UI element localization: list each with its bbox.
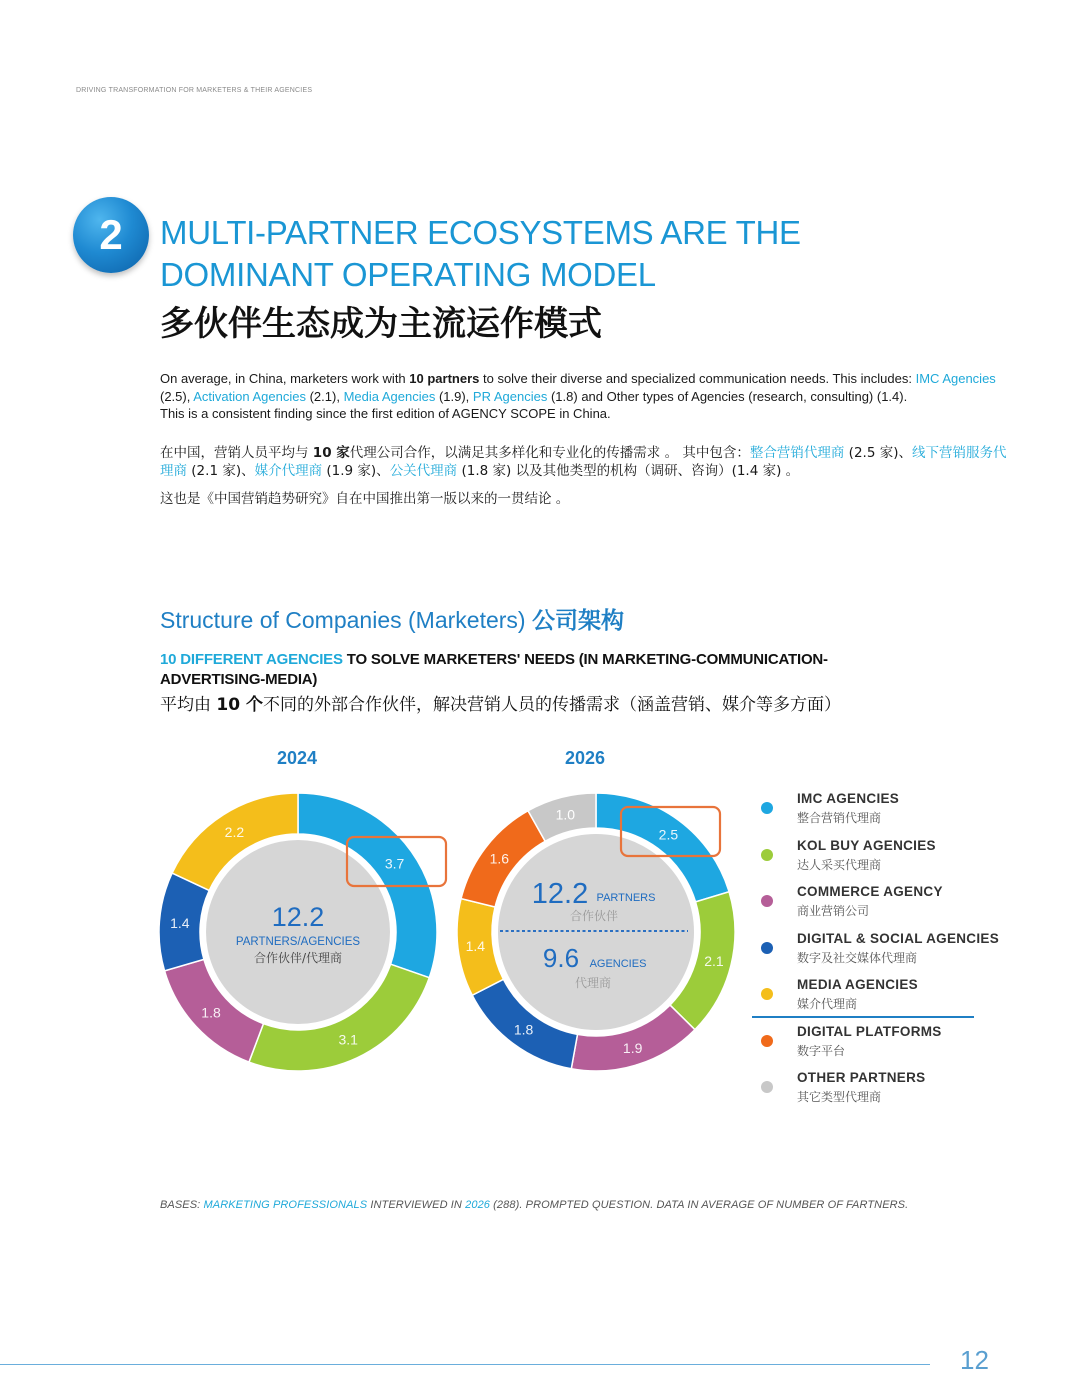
intro-paragraph-cn-line3: 这也是《中国营销趋势研究》自在中国推出第一版以来的一贯结论 。 (160, 491, 570, 507)
slice-value-label: 2.5 (658, 826, 679, 843)
subheading-highlight: 10 DIFFERENT AGENCIES (160, 651, 343, 668)
chart-2026-title: 2026 (565, 748, 606, 768)
section-number: 2 (99, 211, 123, 258)
legend-divider (752, 1016, 974, 1018)
legend-item-imc (752, 788, 1022, 835)
intro-cn-imc: 整合营销代理商 (749, 445, 845, 461)
intro-cn-text: 代理公司合作，以满足其多样化和专业化的传播需求 。 其中包含： (349, 445, 750, 461)
legend-label-cn: 数字及社交媒体代理商 (797, 950, 918, 965)
slice-value-label: 1.8 (201, 1004, 221, 1021)
intro-cn-activation: 线下营销服务代理商 (160, 445, 1007, 479)
legend-label-en: DIGITAL & SOCIAL AGENCIES (797, 930, 1000, 946)
bases-highlight: 2026 (465, 1199, 491, 1211)
running-header: DRIVING TRANSFORMATION FOR MARKETERS & THEIR AGENCIES (76, 87, 313, 94)
legend-item-media (752, 974, 1022, 1021)
intro-en-bold: 10 partners (409, 371, 480, 386)
intro-en-imc: IMC Agencies (915, 371, 996, 386)
section-title-en: Structure of Companies (Marketers) (160, 607, 532, 633)
center-value-2024: 12.2 (271, 902, 325, 932)
legend-label-en: OTHER PARTNERS (797, 1070, 926, 1085)
bases-text: BASES: (160, 1199, 204, 1211)
legend-dot-icon (761, 849, 773, 861)
legend-item-kol (752, 835, 1022, 882)
page-number: 12 (960, 1345, 989, 1375)
intro-en-value: (2.5), (160, 388, 194, 404)
bases-highlight: MARKETING PROFESSIONALS (203, 1199, 368, 1211)
center-label-2026-agencies-en: AGENCIES (589, 958, 647, 970)
slice-value-label: 3.1 (338, 1031, 358, 1048)
intro-cn-media: 媒介代理商 (254, 462, 323, 479)
intro-cn-value: (1.8 家) 以及其他类型的机构（调研、咨询）(1.4 家) 。 (457, 462, 800, 479)
legend-dot-icon (761, 895, 773, 907)
slice-value-label: 1.9 (622, 1039, 643, 1056)
legend-label-en: DIGITAL PLATFORMS (797, 1023, 942, 1039)
subheading-cn-post: 不同的外部合作伙伴，解决营销人员的传播需求（涵盖营销、媒介等多方面） (262, 695, 841, 715)
slice-value-label: 1.8 (513, 1021, 534, 1038)
intro-en-media: Media Agencies (343, 388, 436, 404)
page-title-cn: 多伙伴生态成为主流运作模式 (160, 304, 602, 344)
subheading-rest: TO SOLVE MARKETERS' NEEDS (IN MARKETING-COMMUNICATION-ADVERTISING-MEDIA) (160, 651, 828, 688)
slice-value-label: 3.7 (384, 855, 405, 872)
legend-label-en: IMC AGENCIES (797, 791, 900, 806)
intro-cn-text: 在中国，营销人员平均与 (160, 445, 313, 461)
bases-footnote (160, 1199, 908, 1211)
intro-en-value: (1.8) and Other types of Agencies (research, consulting) (1.4). (547, 388, 908, 404)
center-value-2026-agencies: 9.6 (542, 943, 580, 973)
intro-cn-bold: 10 家 (312, 445, 350, 461)
center-value-2026-partners: 12.2 (531, 878, 589, 910)
subheading-cn-pre: 平均由 (160, 695, 217, 715)
intro-en-text: to solve their diverse and specialized communication needs. This includes: (479, 371, 916, 386)
legend-dot-icon (761, 802, 773, 814)
intro-cn-value: (1.9 家)、 (322, 462, 390, 479)
donut-center (206, 840, 390, 1024)
legend-item-digital-social (752, 928, 1022, 975)
subheading-cn-bold: 10 个 (216, 695, 263, 715)
center-label-2026-agencies-cn: 代理商 (574, 976, 612, 990)
section-title-cn: 公司架构 (531, 608, 624, 634)
legend-item-commerce (752, 881, 1022, 928)
legend-dot-icon (761, 1081, 773, 1093)
legend-label-en: COMMERCE AGENCY (797, 884, 943, 899)
footer-divider (0, 1364, 930, 1365)
center-label-2024-en: PARTNERS/AGENCIES (235, 936, 361, 948)
legend-label-cn: 整合营销代理商 (797, 811, 882, 825)
legend-label-cn: 达人采买代理商 (797, 857, 882, 872)
chart-legend (752, 788, 1022, 1114)
legend-label-cn: 数字平台 (797, 1043, 846, 1058)
legend-dot-icon (761, 988, 773, 1000)
slice-value-label: 2.1 (704, 953, 724, 970)
legend-label-cn: 商业营销公司 (797, 904, 870, 918)
legend-label-en: MEDIA AGENCIES (797, 977, 918, 992)
donut-chart-2024 (159, 793, 437, 1071)
intro-en-activation: Activation Agencies (193, 388, 306, 404)
legend-label-cn: 其它类型代理商 (797, 1090, 882, 1104)
intro-cn-pr: 公关代理商 (389, 462, 458, 479)
chart-2024-title: 2024 (277, 748, 318, 768)
center-label-2024-cn: 合作伙伴/代理商 (253, 951, 343, 965)
intro-en-text: On average, in China, marketers work with (160, 371, 410, 386)
intro-cn-value: (2.5 家)、 (844, 445, 912, 461)
center-label-2026-partners-cn: 合作伙伴 (569, 909, 619, 923)
slice-value-label: 1.6 (489, 850, 510, 867)
intro-en-value: (2.1), (305, 388, 344, 404)
page-title-en: MULTI-PARTNER ECOSYSTEMS ARE THE DOMINANT OPERATING MODEL (160, 214, 801, 293)
bases-text: INTERVIEWED IN (367, 1199, 466, 1211)
intro-en-line3: This is a consistent finding since the first edition of AGENCY SCOPE in China. (160, 406, 611, 421)
legend-label-cn: 媒介代理商 (797, 997, 858, 1011)
legend-label-en: KOL BUY AGENCIES (797, 837, 936, 853)
legend-item-digital-platforms (752, 1021, 1022, 1068)
center-label-2026-partners-en: PARTNERS (596, 892, 656, 904)
intro-en-pr: PR Agencies (472, 388, 548, 404)
legend-dot-icon (761, 942, 773, 954)
intro-en-value: (1.9), (435, 388, 473, 404)
legend-dot-icon (761, 1035, 773, 1047)
slice-value-label: 1.4 (465, 937, 486, 954)
slice-value-label: 2.2 (224, 824, 245, 841)
intro-cn-value: (2.1 家)、 (187, 462, 255, 479)
slice-value-label: 1.4 (170, 914, 190, 931)
legend-item-other (752, 1067, 1022, 1114)
bases-text: (288). PROMPTED QUESTION. DATA IN AVERAGE OF NUMBER OF FARTNERS. (490, 1199, 909, 1211)
slice-value-label: 1.0 (555, 806, 576, 823)
